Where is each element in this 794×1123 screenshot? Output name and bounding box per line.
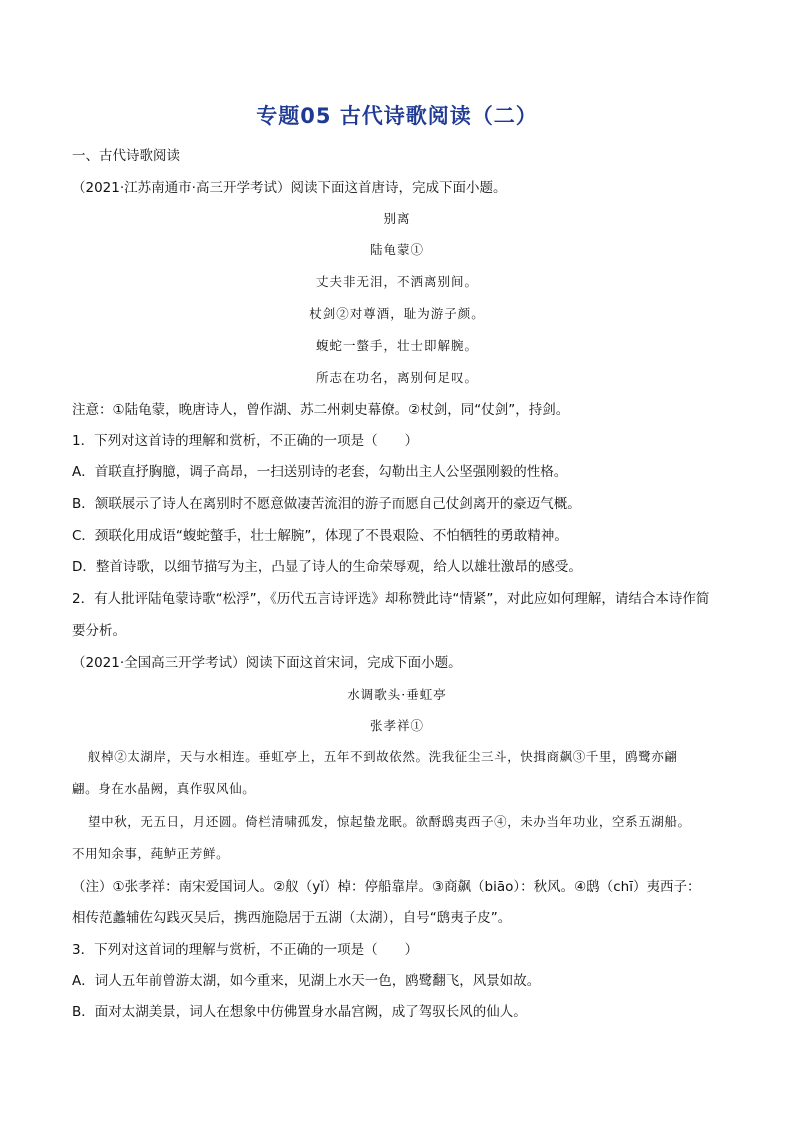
question-3: 3．下列对这首词的理解与赏析，不正确的一项是（ ） [72,942,419,958]
question-2-line2: 要分析。 [72,623,126,639]
page-title: 专题05 古代诗歌阅读（二） [256,104,538,128]
poem1-note: 注意：①陆龟蒙，晚唐诗人，曾作湖、苏二州刺史幕僚。②杖剑，同“仗剑”，持剑。 [72,402,570,418]
q3-option-b: B．面对太湖美景，词人在想象中仿佛置身水晶宫阙，成了驾驭长风的仙人。 [72,1004,527,1020]
question-1: 1．下列对这首诗的理解和赏析，不正确的一项是（ ） [72,433,419,449]
poem2-para2-line2: 不用知余事，莼鲈正芳鲜。 [72,846,230,861]
q1-option-c: C．颈联化用成语“蝮蛇螫手，壮士解腕”，体现了不畏艰险、不怕牺牲的勇敢精神。 [72,528,568,544]
poem1-title: 别离 [383,211,411,226]
poem1-author: 陆龟蒙① [369,242,424,257]
poem1-line: 杖剑②对尊酒，耻为游子颜。 [309,306,485,321]
poem1-line: 所志在功名，离别何足叹。 [315,370,478,385]
poem2-title: 水调歌头·垂虹亭 [347,687,447,702]
poem2-note-line2: 相传范蠡辅佐勾践灭吴后，携西施隐居于五湖（太湖），自号“鸱夷子皮”。 [72,910,512,926]
poem2-para2-line1: 望中秋，无五日，月还圆。倚栏清啸孤发，惊起蛰龙眠。欲酹鸱夷西子④，未办当年功业，空系五湖船。 [88,814,691,829]
passage2-source: （2021·全国高三开学考试）阅读下面这首宋词，完成下面小题。 [72,655,462,671]
poem1-line: 丈夫非无泪，不洒离别间。 [315,274,478,289]
poem1-line: 蝮蛇一螫手，壮士即解腕。 [315,338,478,353]
q1-option-a: A．首联直抒胸臆，调子高昂，一扫送别诗的老套，勾勒出主人公坚强刚毅的性格。 [72,464,568,480]
poem2-note-line1: （注）①张孝祥：南宋爱国词人。②舣（yǐ）棹：停船靠岸。③商飙（biāo）：秋风。④鸱（chī）夷西子： [72,879,701,895]
poem2-author: 张孝祥① [369,718,424,733]
section-heading: 一、古代诗歌阅读 [72,148,180,164]
q1-option-b: B．颔联展示了诗人在离别时不愿意做凄苦流泪的游子而愿自己仗剑离开的豪迈气概。 [72,496,581,512]
passage1-source: （2021·江苏南通市·高三开学考试）阅读下面这首唐诗，完成下面小题。 [72,180,507,196]
poem2-para1-line1: 舣棹②太湖岸，天与水相连。垂虹亭上，五年不到故依然。洗我征尘三斗，快揖商飙③千里，鸥鹭亦翩 [88,749,678,764]
q1-option-d: D．整首诗歌，以细节描写为主，凸显了诗人的生命荣辱观，给人以雄壮激昂的感受。 [72,559,582,575]
q3-option-a: A．词人五年前曾游太湖，如今重来，见湖上水天一色，鸥鹭翻飞，风景如故。 [72,973,541,989]
question-2-line1: 2．有人批评陆龟蒙诗歌“松浮”，《历代五言诗评选》却称赞此诗“情紧”，对此应如何理解，请结合本诗作简 [72,591,710,607]
poem2-para1-line2: 翩。身在水晶阙，真作驭风仙。 [72,781,256,796]
